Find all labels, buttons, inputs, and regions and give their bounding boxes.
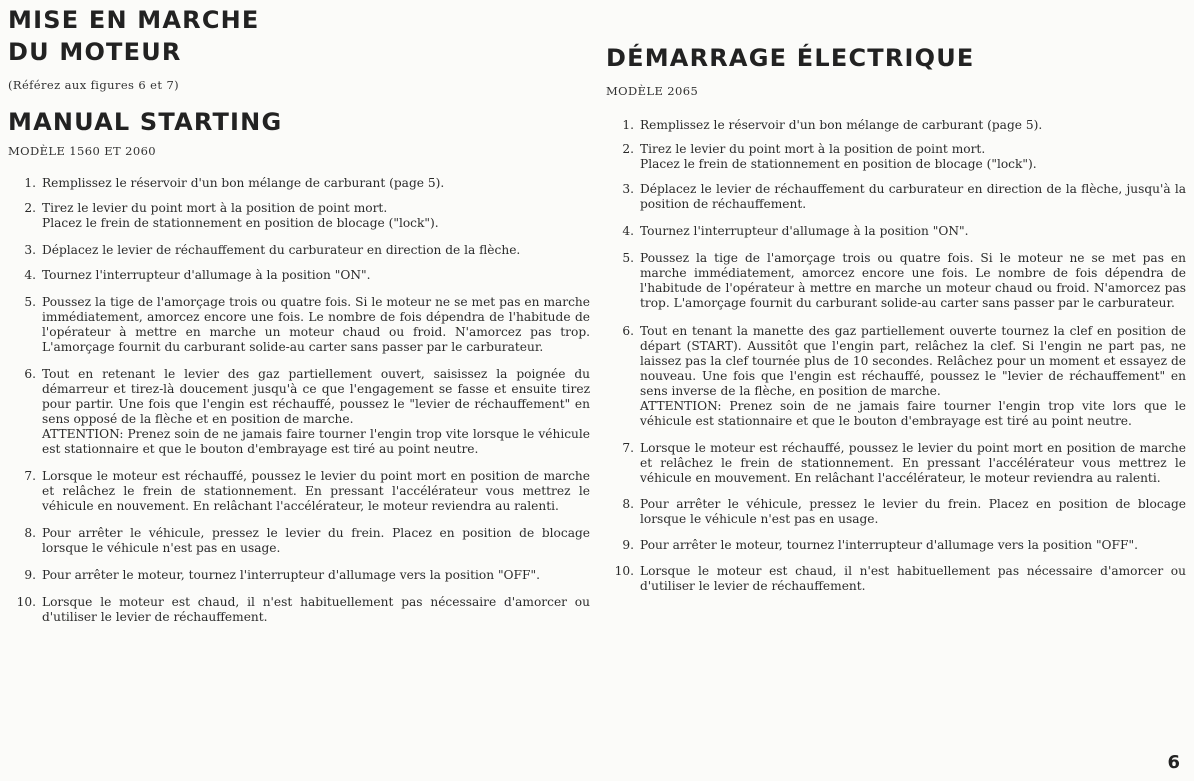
left-column xyxy=(8,0,590,625)
step-number: 4. xyxy=(24,268,36,282)
step-text: Poussez la tige de l'amorçage trois ou quatre fois. Si le moteur ne se met pas en marche immédiatement, amorcez encore une fois. Le nombre de fois dépendra de l'habitude de l'opérateur à mettre en marche un moteur chaud ou froid. N'amorcez pas trop. L'amorçage fournit du carburant solide-au carter sans passer par le carburateur. xyxy=(42,295,590,354)
step-number: 8. xyxy=(24,526,36,540)
step-text: Pour arrêter le moteur, tournez l'interrupteur d'allumage vers la position "OFF". xyxy=(640,538,1138,552)
step-number: 4. xyxy=(622,224,634,238)
step-text: Poussez la tige de l'amorçage trois ou quatre fois. Si le moteur ne se met pas en marche immédiatement, amorcez encore une fois. Le nombre de fois dépendra de l'habitude de l'opérateur à mettre en marche un moteur chaud ou froid. N'amorcez pas trop. L'amorçage fournit du carburant solide-au carter sans passer par le carburateur. xyxy=(640,251,1186,310)
step-text: Remplissez le réservoir d'un bon mélange de carburant (page 5). xyxy=(640,118,1043,132)
step-text: Lorsque le moteur est chaud, il n'est habituellement pas nécessaire d'amorcer ou d'utiliser le levier de réchauffement. xyxy=(42,595,590,624)
step-number: 1. xyxy=(622,118,634,132)
step-text: Tout en tenant la manette des gaz partiellement ouverte tournez la clef en position de départ (START). Aussitôt que l'engin part, relâchez la clef. Si l'engin ne part pas, ne laissez pas la clef tournée plus de 10 secondes. Relâchez pour un moment et essayez de nouveau. Une fois que l'engin est réchauffé, poussez le "levier de réchauffement" en sens inverse de la flèche, en position de marche. ATTENTION: Prenez soin de ne jamais faire tourner l'engin trop vite lors que le véhicule est stationnaire et que le bouton d'embrayage est tiré au point neutre. xyxy=(640,324,1186,428)
electric-start-heading: DÉMARRAGE ÉLECTRIQUE xyxy=(606,44,975,72)
step-text: Remplissez le réservoir d'un bon mélange de carburant (page 5). xyxy=(42,176,445,190)
right-steps-list xyxy=(606,118,1186,594)
step-text: Tirez le levier du point mort à la position de point mort. Placez le frein de stationnement en position de blocage ("lock"). xyxy=(42,201,439,230)
step-item xyxy=(606,224,1186,239)
title-line-1: MISE EN MARCHE xyxy=(8,6,260,34)
step-text: Pour arrêter le moteur, tournez l'interrupteur d'allumage vers la position "OFF". xyxy=(42,568,540,582)
step-item xyxy=(8,176,590,191)
title-line-2: DU MOTEUR xyxy=(8,38,182,66)
step-item xyxy=(8,469,590,514)
manual-starting-heading: MANUAL STARTING xyxy=(8,108,283,136)
figure-reference: (Référez aux figures 6 et 7) xyxy=(8,78,180,92)
step-number: 8. xyxy=(622,497,634,511)
step-item xyxy=(606,441,1186,486)
step-number: 5. xyxy=(24,295,36,309)
right-column xyxy=(606,0,1186,594)
step-text: Tirez le levier du point mort à la position de point mort. Placez le frein de stationnement en position de blocage ("lock"). xyxy=(640,142,1037,171)
left-model-label: MODÈLE 1560 ET 2060 xyxy=(8,144,157,158)
step-item xyxy=(8,268,590,283)
step-item xyxy=(8,201,590,231)
step-number: 3. xyxy=(24,243,36,257)
step-item xyxy=(606,538,1186,553)
step-text: Déplacez le levier de réchauffement du carburateur en direction de la flèche, jusqu'à la position de réchauffement. xyxy=(640,182,1186,211)
step-item xyxy=(606,251,1186,311)
step-text: Tournez l'interrupteur d'allumage à la position "ON". xyxy=(640,224,969,238)
step-text: Pour arrêter le véhicule, pressez le levier du frein. Placez en position de blocage lorsque le véhicule n'est pas en usage. xyxy=(42,526,590,555)
step-text: Tournez l'interrupteur d'allumage à la position "ON". xyxy=(42,268,371,282)
step-text: Lorsque le moteur est chaud, il n'est habituellement pas nécessaire d'amorcer ou d'utiliser le levier de réchauffement. xyxy=(640,564,1186,593)
step-number: 2. xyxy=(24,201,36,215)
step-number: 3. xyxy=(622,182,634,196)
step-text: Tout en retenant le levier des gaz partiellement ouvert, saisissez la poignée du démarreur et tirez-là doucement jusqu'à ce que l'engagement se fasse et ensuite tirez pour partir. Une fois que l'engin est réchauffé, poussez le "levier de réchauffement" en sens opposé de la flèche et en position de marche. ATTENTION: Prenez soin de ne jamais faire tourner l'engin trop vite lorsque le véhicule est stationnaire et que le bouton d'embrayage est tiré au point neutre. xyxy=(42,367,590,456)
step-number: 9. xyxy=(622,538,634,552)
step-item xyxy=(8,295,590,355)
right-model-label: MODÈLE 2065 xyxy=(606,84,699,98)
step-number: 1. xyxy=(24,176,36,190)
step-item xyxy=(606,564,1186,594)
step-item xyxy=(8,243,590,258)
step-item xyxy=(8,526,590,556)
step-item xyxy=(606,142,1186,172)
step-number: 7. xyxy=(622,441,634,455)
step-text: Lorsque le moteur est réchauffé, poussez le levier du point mort en position de marche et relâchez le frein de stationnement. En pressant l'accélérateur vous mettrez le véhicule en nouvement. En relâchant l'accélérateur, le moteur reviendra au ralenti. xyxy=(42,469,590,513)
page-number: 6 xyxy=(1167,752,1180,773)
left-steps-list xyxy=(8,176,590,625)
step-item xyxy=(606,182,1186,212)
step-item xyxy=(8,595,590,625)
step-number: 9. xyxy=(24,568,36,582)
step-number: 6. xyxy=(622,324,634,338)
step-text: Déplacez le levier de réchauffement du carburateur en direction de la flèche. xyxy=(42,243,521,257)
step-number: 10. xyxy=(16,595,36,609)
step-item xyxy=(606,324,1186,429)
step-number: 6. xyxy=(24,367,36,381)
step-number: 10. xyxy=(614,564,634,578)
step-number: 7. xyxy=(24,469,36,483)
step-number: 5. xyxy=(622,251,634,265)
step-item xyxy=(606,118,1186,133)
step-text: Lorsque le moteur est réchauffé, poussez le levier du point mort en position de marche et relâchez le frein de stationnement. En pressant l'accélérateur vous mettrez le véhicule en mouvement. En relâchant l'accélérateur, le moteur reviendra au ralenti. xyxy=(640,441,1186,485)
step-text: Pour arrêter le véhicule, pressez le levier du frein. Placez en position de blocage lorsque le véhicule n'est pas en usage. xyxy=(640,497,1186,526)
step-item xyxy=(606,497,1186,527)
step-item xyxy=(8,367,590,457)
step-item xyxy=(8,568,590,583)
step-number: 2. xyxy=(622,142,634,156)
